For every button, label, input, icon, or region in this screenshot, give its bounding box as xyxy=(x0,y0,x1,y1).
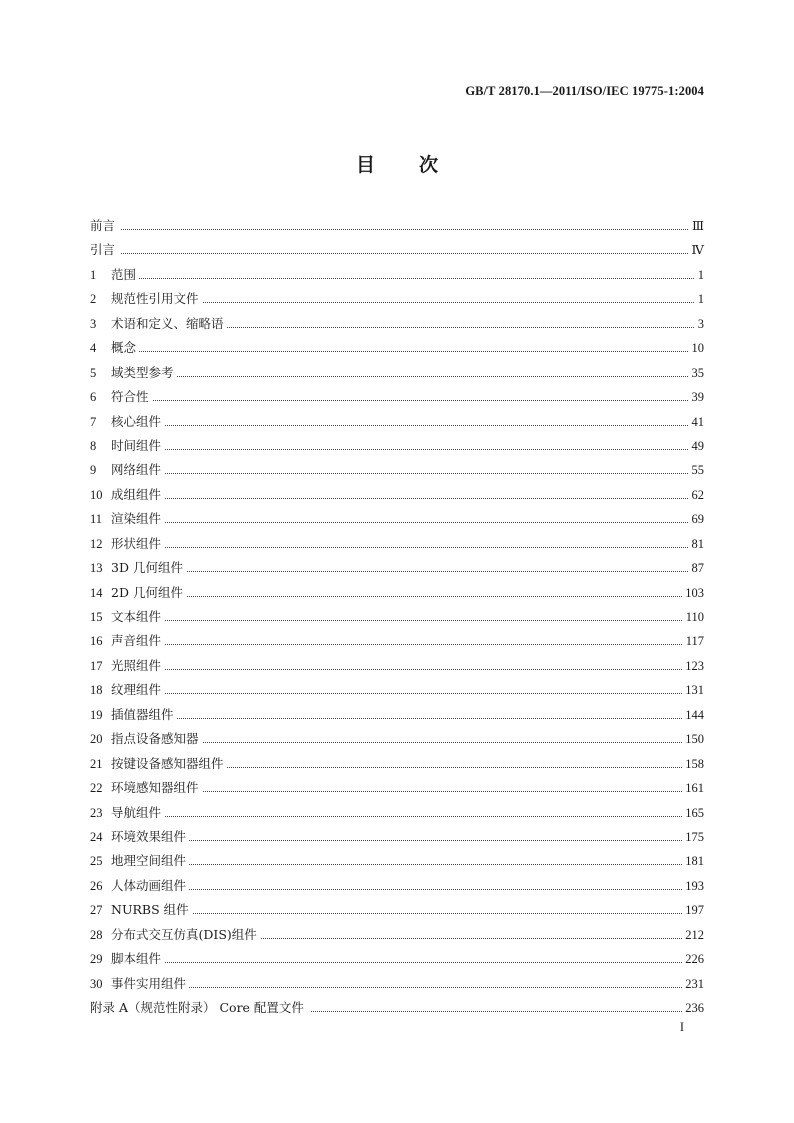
toc-entry-page: 110 xyxy=(683,605,704,629)
toc-dot-leader xyxy=(90,644,704,645)
table-of-contents xyxy=(90,214,704,1020)
toc-entry-number: 7 xyxy=(90,414,97,429)
toc-entry-lead xyxy=(90,923,260,947)
toc-entry-number: 16 xyxy=(90,634,103,649)
toc-entry[interactable] xyxy=(90,336,704,360)
toc-entry[interactable] xyxy=(90,410,704,434)
toc-entry[interactable] xyxy=(90,923,704,947)
toc-entry[interactable] xyxy=(90,849,704,873)
toc-dot-leader xyxy=(90,522,704,523)
toc-entry-page: 39 xyxy=(689,385,705,409)
toc-entry[interactable] xyxy=(90,898,704,922)
toc-dot-leader xyxy=(90,351,704,352)
toc-entry-page: 1 xyxy=(695,263,704,287)
toc-entry-page: 69 xyxy=(689,507,705,531)
toc-entry-label: 环境效果组件 xyxy=(111,828,187,844)
toc-dot-leader xyxy=(90,253,704,254)
toc-entry-number: 30 xyxy=(90,976,103,991)
toc-entry-label: 渲染组件 xyxy=(111,511,162,527)
toc-entry-page: 175 xyxy=(682,825,704,849)
page-title xyxy=(0,150,794,177)
toc-entry-label: 2D 几何组件 xyxy=(111,584,183,600)
toc-entry-label: 域类型参考 xyxy=(111,364,174,380)
toc-entry-number: 18 xyxy=(90,683,103,698)
toc-entry-label: 核心组件 xyxy=(111,413,162,429)
toc-entry-page: 103 xyxy=(682,581,704,605)
toc-entry[interactable] xyxy=(90,825,704,849)
toc-dot-leader xyxy=(90,718,704,719)
toc-dot-leader xyxy=(90,669,704,670)
toc-entry[interactable] xyxy=(90,214,704,238)
toc-entry-label: 范围 xyxy=(111,266,137,282)
toc-entry-lead xyxy=(90,556,186,580)
toc-entry-number: 12 xyxy=(90,536,103,551)
toc-entry-page: 62 xyxy=(689,483,705,507)
toc-entry[interactable] xyxy=(90,654,704,678)
toc-entry-lead xyxy=(90,581,186,605)
toc-entry-label: 插值器组件 xyxy=(111,706,174,722)
toc-entry-number: 27 xyxy=(90,903,103,918)
toc-dot-leader xyxy=(90,473,704,474)
toc-entry-page: 236 xyxy=(682,996,704,1020)
toc-entry[interactable] xyxy=(90,727,704,751)
toc-entry-number: 9 xyxy=(90,463,97,478)
toc-entry-number: 8 xyxy=(90,438,97,453)
toc-entry-label: 附录 A（规范性附录） Core 配置文件 xyxy=(90,1000,304,1015)
toc-entry-label: 环境感知器组件 xyxy=(111,780,199,796)
toc-entry-page: 3 xyxy=(695,312,704,336)
toc-entry[interactable] xyxy=(90,703,704,727)
toc-entry[interactable] xyxy=(90,947,704,971)
toc-entry-number: 22 xyxy=(90,781,103,796)
toc-entry-number: 15 xyxy=(90,610,103,624)
toc-entry-number: 11 xyxy=(90,512,103,527)
toc-entry-label: NURBS 组件 xyxy=(111,902,189,918)
toc-entry[interactable] xyxy=(90,776,704,800)
toc-entry-number: 24 xyxy=(90,829,103,844)
toc-entry[interactable] xyxy=(90,238,704,262)
toc-dot-leader xyxy=(90,278,704,279)
toc-entry-lead xyxy=(90,825,189,849)
toc-entry-label: 术语和定义、缩略语 xyxy=(111,315,224,331)
toc-entry[interactable] xyxy=(90,385,704,409)
toc-entry-page: Ⅲ xyxy=(689,214,704,238)
toc-entry-number: 26 xyxy=(90,878,103,893)
toc-entry-label: 规范性引用文件 xyxy=(111,291,199,307)
toc-dot-leader xyxy=(90,425,704,426)
toc-entry-label: 指点设备感知器 xyxy=(111,731,199,747)
toc-entry-label: 分布式交互仿真(DIS)组件 xyxy=(111,926,257,942)
toc-entry[interactable] xyxy=(90,874,704,898)
toc-entry[interactable] xyxy=(90,996,704,1020)
toc-entry-page: 226 xyxy=(682,947,704,971)
toc-entry-label: 概念 xyxy=(111,340,137,356)
toc-entry-lead xyxy=(90,385,152,409)
toc-entry[interactable] xyxy=(90,532,704,556)
toc-entry-lead xyxy=(90,410,164,434)
page-number: I xyxy=(679,1020,684,1034)
toc-entry-label: 网络组件 xyxy=(111,462,162,478)
toc-entry-label: 光照组件 xyxy=(111,657,162,673)
toc-entry-page: 150 xyxy=(682,727,704,751)
toc-entry-lead xyxy=(90,874,189,898)
toc-entry-lead xyxy=(90,287,202,311)
toc-entry-number: 14 xyxy=(90,585,103,600)
toc-entry-lead xyxy=(90,776,202,800)
toc-entry-lead xyxy=(90,996,310,1020)
toc-entry-label: 3D 几何组件 xyxy=(111,560,183,576)
toc-entry-lead xyxy=(90,678,164,702)
toc-entry-lead xyxy=(90,752,227,776)
toc-entry-lead xyxy=(90,972,189,996)
toc-entry-page: 123 xyxy=(682,654,704,678)
toc-entry[interactable] xyxy=(90,605,704,629)
toc-entry-page: 181 xyxy=(682,849,704,873)
toc-entry-lead xyxy=(90,532,164,556)
toc-entry-number: 28 xyxy=(90,927,103,942)
toc-entry-lead xyxy=(90,898,192,922)
toc-entry-lead xyxy=(90,263,139,287)
toc-dot-leader xyxy=(90,693,704,694)
toc-entry-number: 20 xyxy=(90,732,103,747)
toc-entry-lead xyxy=(90,629,164,653)
toc-entry-lead xyxy=(90,703,177,727)
toc-dot-leader xyxy=(90,547,704,548)
toc-entry-lead xyxy=(90,361,177,385)
toc-entry-lead xyxy=(90,654,164,678)
toc-entry-lead xyxy=(90,507,164,531)
toc-entry[interactable] xyxy=(90,458,704,482)
toc-entry-page: 131 xyxy=(682,678,704,702)
toc-entry-label: 时间组件 xyxy=(111,437,162,453)
toc-entry-lead xyxy=(90,727,202,751)
toc-entry-lead xyxy=(90,238,121,262)
toc-entry-page: 161 xyxy=(682,776,704,800)
toc-entry-lead xyxy=(90,849,189,873)
toc-entry-lead xyxy=(90,483,164,507)
toc-entry-page: 144 xyxy=(682,703,704,727)
toc-entry-label: 成组组件 xyxy=(111,486,162,502)
toc-dot-leader xyxy=(90,376,704,377)
toc-entry-label: 引言 xyxy=(90,242,116,258)
toc-entry[interactable] xyxy=(90,263,704,287)
title-char-1: 目 xyxy=(355,154,375,176)
toc-entry-label: 地理空间组件 xyxy=(111,853,187,869)
toc-entry-label: 文本组件 xyxy=(111,609,162,624)
toc-entry-page: 193 xyxy=(682,874,704,898)
toc-entry-page: 165 xyxy=(682,801,704,825)
toc-entry-number: 23 xyxy=(90,805,103,820)
toc-entry-page: 87 xyxy=(689,556,705,580)
standard-code: GB/T 28170.1—2011/ISO/IEC 19775-1:2004 xyxy=(465,84,704,98)
toc-dot-leader xyxy=(90,229,704,230)
toc-entry-page: 81 xyxy=(689,532,705,556)
toc-entry-label: 纹理组件 xyxy=(111,682,162,698)
toc-dot-leader xyxy=(90,449,704,450)
toc-entry-label: 按键设备感知器组件 xyxy=(111,755,224,771)
toc-entry[interactable] xyxy=(90,752,704,776)
toc-entry-number: 10 xyxy=(90,487,103,502)
toc-entry[interactable] xyxy=(90,434,704,458)
toc-entry[interactable] xyxy=(90,801,704,825)
toc-entry-lead xyxy=(90,458,164,482)
toc-entry-page: 35 xyxy=(689,361,705,385)
toc-entry[interactable] xyxy=(90,629,704,653)
toc-entry[interactable] xyxy=(90,556,704,580)
toc-dot-leader xyxy=(90,498,704,499)
toc-entry-number: 1 xyxy=(90,267,97,282)
toc-entry-label: 脚本组件 xyxy=(111,951,162,967)
toc-entry-lead xyxy=(90,336,139,360)
toc-entry-page: 41 xyxy=(689,410,705,434)
toc-entry-number: 4 xyxy=(90,341,97,356)
toc-entry-number: 29 xyxy=(90,952,103,967)
toc-entry-label: 声音组件 xyxy=(111,633,162,649)
toc-entry-lead xyxy=(90,214,121,238)
toc-entry-page: 158 xyxy=(682,752,704,776)
toc-entry-label: 前言 xyxy=(90,218,116,233)
toc-entry[interactable] xyxy=(90,483,704,507)
toc-entry-page: 55 xyxy=(689,458,705,482)
toc-entry-lead xyxy=(90,801,164,825)
toc-entry-page: 117 xyxy=(683,629,704,653)
toc-entry-label: 符合性 xyxy=(111,389,149,405)
toc-entry-lead xyxy=(90,434,164,458)
toc-entry-label: 形状组件 xyxy=(111,535,162,551)
toc-entry[interactable] xyxy=(90,361,704,385)
toc-entry-number: 21 xyxy=(90,756,103,771)
toc-entry-number: 17 xyxy=(90,658,103,673)
toc-entry[interactable] xyxy=(90,972,704,996)
toc-entry-page: 231 xyxy=(682,972,704,996)
toc-entry-label: 人体动画组件 xyxy=(111,877,187,893)
toc-entry-lead xyxy=(90,947,164,971)
toc-entry-page: 197 xyxy=(682,898,704,922)
toc-entry[interactable] xyxy=(90,507,704,531)
toc-entry-number: 3 xyxy=(90,316,97,331)
toc-entry[interactable] xyxy=(90,581,704,605)
toc-entry[interactable] xyxy=(90,678,704,702)
toc-entry-lead xyxy=(90,605,164,629)
toc-entry-number: 5 xyxy=(90,365,97,380)
toc-entry-page: 10 xyxy=(689,336,705,360)
toc-entry[interactable] xyxy=(90,312,704,336)
title-char-2: 次 xyxy=(419,154,439,176)
toc-entry-page: 1 xyxy=(695,287,704,311)
toc-entry-number: 25 xyxy=(90,854,103,869)
toc-dot-leader xyxy=(90,816,704,817)
toc-dot-leader xyxy=(90,962,704,963)
toc-entry-page: 49 xyxy=(689,434,705,458)
toc-entry-number: 13 xyxy=(90,561,103,576)
toc-entry-label: 事件实用组件 xyxy=(111,975,187,991)
toc-entry-page: Ⅳ xyxy=(689,238,705,262)
toc-dot-leader xyxy=(90,620,704,621)
toc-entry-page: 212 xyxy=(682,923,704,947)
toc-dot-leader xyxy=(90,400,704,401)
toc-entry-number: 19 xyxy=(90,707,103,722)
toc-entry-lead xyxy=(90,312,227,336)
toc-entry-label: 导航组件 xyxy=(111,804,162,820)
toc-entry[interactable] xyxy=(90,287,704,311)
toc-entry-number: 2 xyxy=(90,292,97,307)
toc-entry-number: 6 xyxy=(90,390,97,405)
